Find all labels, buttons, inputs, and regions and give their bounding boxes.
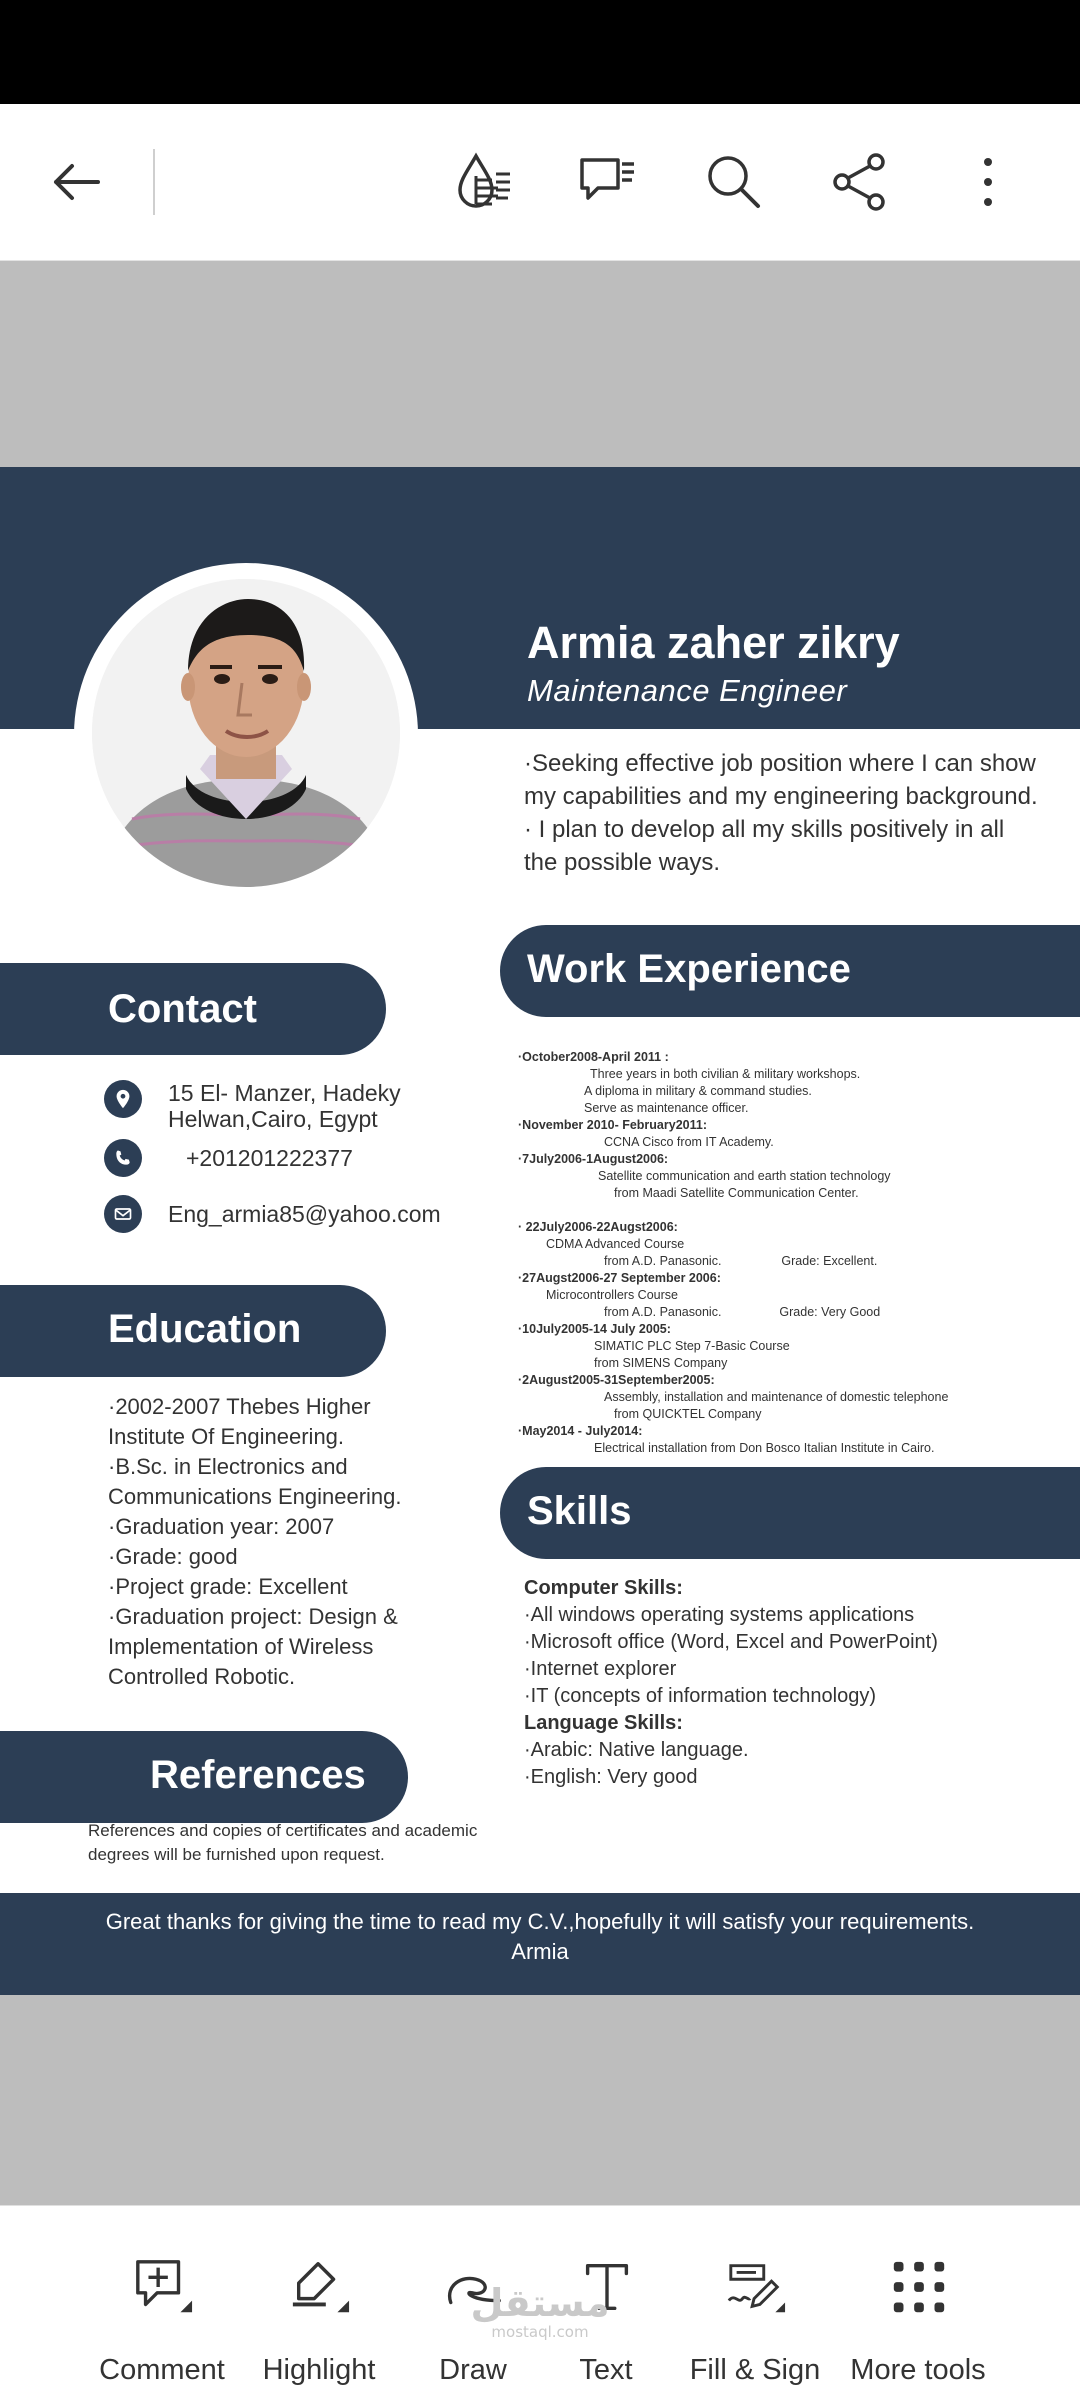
more-tools-label: More tools xyxy=(850,2354,986,2386)
comment-icon xyxy=(132,2256,194,2318)
work-experience-title: Work Experience xyxy=(527,947,851,991)
work-detail: Electrical installation from Don Bosco Italian Institute in Cairo. xyxy=(594,1441,935,1455)
education-item: ·Project grade: Excellent xyxy=(108,1574,348,1599)
liquid-mode-icon[interactable] xyxy=(446,144,522,220)
work-date: ·May2014 - July2014: xyxy=(518,1424,643,1438)
comments-icon[interactable] xyxy=(570,144,646,220)
work-date: ·November 2010- February2011: xyxy=(518,1118,707,1132)
skill-item: ·All windows operating systems applications xyxy=(524,1604,915,1626)
skills-heading: Language Skills: xyxy=(524,1712,683,1734)
watermark-arabic: مستقل xyxy=(470,2281,610,2325)
work-detail: CCNA Cisco from IT Academy. xyxy=(604,1135,774,1149)
location-pin-icon xyxy=(104,1080,142,1118)
education-item: ·Graduation year: 2007 xyxy=(108,1514,335,1539)
work-experience-list xyxy=(518,1049,1058,1457)
references-title: References xyxy=(150,1753,366,1797)
top-toolbar xyxy=(0,104,1080,261)
highlight-icon xyxy=(289,2256,351,2318)
summary-line: ·Seeking effective job position where I can show my capabilities and my engineering background. xyxy=(524,750,1038,810)
work-date: ·2August2005-31September2005: xyxy=(518,1373,715,1387)
comment-tool-button[interactable] xyxy=(87,2206,237,2401)
education-item: ·Graduation project: Design & Implementation of Wireless Controlled Robotic. xyxy=(108,1604,398,1689)
skills-heading: Computer Skills: xyxy=(524,1577,683,1599)
skill-item: ·Microsoft office (Word, Excel and PowerPoint) xyxy=(524,1631,938,1653)
skill-item: ·IT (concepts of information technology) xyxy=(524,1685,877,1707)
watermark-latin: mostaql.com xyxy=(491,2323,589,2341)
phone-number: +201201222377 xyxy=(186,1145,353,1171)
education-title: Education xyxy=(108,1307,302,1351)
status-bar xyxy=(0,0,1080,104)
highlight-tool-button[interactable] xyxy=(244,2206,394,2401)
phone-icon xyxy=(104,1139,142,1177)
skill-item: ·English: Very good xyxy=(524,1766,698,1788)
mail-icon xyxy=(104,1195,142,1233)
resume-summary xyxy=(524,747,1044,879)
skills-list xyxy=(524,1575,1064,1791)
work-detail: SIMATIC PLC Step 7-Basic Course xyxy=(594,1339,790,1353)
toolbar-divider xyxy=(153,149,155,215)
work-detail: Satellite communication and earth station technology xyxy=(598,1169,891,1183)
work-date: ·10July2005-14 July 2005: xyxy=(518,1322,671,1336)
work-detail: CDMA Advanced Course xyxy=(546,1237,685,1251)
contact-title: Contact xyxy=(108,987,257,1031)
comment-tool-label: Comment xyxy=(99,2354,225,2386)
references-text: References and copies of certificates and academic degrees will be furnished upon request. xyxy=(88,1821,478,1864)
viewer-background-top xyxy=(0,261,1080,467)
education-list xyxy=(108,1392,448,1692)
contact-phone xyxy=(104,1139,353,1177)
email-address: Eng_armia85@yahoo.com xyxy=(168,1201,441,1227)
resume-role: Maintenance Engineer xyxy=(527,673,848,708)
education-item: ·B.Sc. in Electronics and Communications Engineering. xyxy=(108,1454,402,1509)
highlight-tool-label: Highlight xyxy=(262,2354,376,2386)
mostaql-watermark xyxy=(470,2283,610,2341)
work-detail: from A.D. Panasonic. Grade: Very Good xyxy=(604,1305,881,1319)
address-line1: 15 El- Manzer, Hadeky xyxy=(168,1080,401,1106)
work-date: ·27Augst2006-27 September 2006: xyxy=(518,1271,721,1285)
work-detail: from QUICKTEL Company xyxy=(614,1407,762,1421)
document-page[interactable] xyxy=(0,467,1080,1995)
share-icon[interactable] xyxy=(822,144,898,220)
more-tools-icon xyxy=(888,2256,950,2318)
footer-text xyxy=(0,1907,1080,1967)
work-detail: from Maadi Satellite Communication Center. xyxy=(614,1186,859,1200)
resume-name: Armia zaher zikry xyxy=(527,617,900,668)
work-detail: from A.D. Panasonic. Grade: Excellent. xyxy=(604,1254,878,1268)
draw-tool-label: Draw xyxy=(439,2354,507,2386)
more-vertical-icon[interactable] xyxy=(950,144,1026,220)
search-icon[interactable] xyxy=(696,144,772,220)
contact-email xyxy=(104,1195,441,1233)
footer-line: Great thanks for giving the time to read my C.V.,hopefully it will satisfy your requirements. xyxy=(105,1909,975,1934)
back-arrow-icon[interactable] xyxy=(38,144,114,220)
work-detail: A diploma in military & command studies. xyxy=(584,1084,812,1098)
work-date: ·7July2006-1August2006: xyxy=(518,1152,669,1166)
education-item: ·2002-2007 Thebes Higher Institute Of Engineering. xyxy=(108,1394,371,1449)
work-date: ·October2008-April 2011 : xyxy=(518,1050,669,1064)
fill-sign-tool-label: Fill & Sign xyxy=(689,2354,821,2386)
footer-signature: Armia xyxy=(511,1939,569,1964)
skill-item: ·Internet explorer xyxy=(524,1658,677,1680)
fill-sign-icon xyxy=(725,2256,787,2318)
contact-address xyxy=(104,1080,401,1132)
skill-item: ·Arabic: Native language. xyxy=(524,1739,749,1761)
education-item: ·Grade: good xyxy=(108,1544,238,1569)
profile-photo xyxy=(74,563,418,907)
work-detail: from SIMENS Company xyxy=(594,1356,728,1370)
work-detail: Microcontrollers Course xyxy=(546,1288,678,1302)
skills-title: Skills xyxy=(527,1489,632,1533)
work-date: · 22July2006-22Augst2006: xyxy=(518,1220,678,1234)
summary-line: · I plan to develop all my skills positively in all the possible ways. xyxy=(524,816,1005,876)
viewer-background-bottom xyxy=(0,1995,1080,2205)
address-line2: Helwan,Cairo, Egypt xyxy=(168,1106,378,1132)
work-detail: Three years in both civilian & military workshops. xyxy=(590,1067,861,1081)
work-detail: Assembly, installation and maintenance of domestic telephone xyxy=(604,1390,949,1404)
work-detail: Serve as maintenance officer. xyxy=(584,1101,749,1115)
fill-sign-tool-button[interactable] xyxy=(680,2206,830,2401)
more-tools-button[interactable] xyxy=(843,2206,993,2401)
text-tool-label: Text xyxy=(579,2354,633,2386)
